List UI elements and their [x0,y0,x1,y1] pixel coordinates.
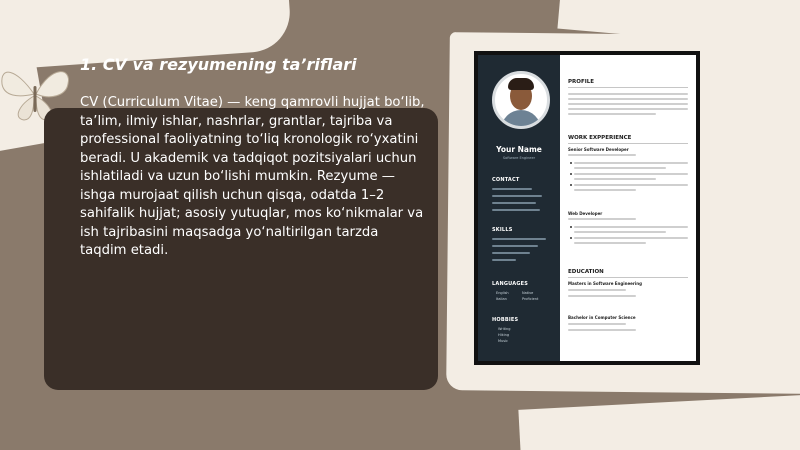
resume-image [474,51,700,365]
work-heading: WORK EXPPERIENCE [568,135,632,141]
profile-heading: PROFILE [568,79,595,85]
slide-body-text: CV (Curriculum Vitae) — keng qamrovli hujjat bo‘lib, ta’lim, ilmiy ishlar, nashrlar, grantlar, tajriba va professional faoliyatning to‘liq kronologik ro‘yxatini beradi. U akademik va tadqiqot pozitsiyalari uchun ishlatiladi va uzun bo‘lishi mumkin. Rezyume — ishga murojaat qilish uchun qisqa, odatda 1–2 sahifalik hujjat; asosiy yutuqlar, mos ko‘nikmalar va ish tajribasini maqsadga yo‘naltirilgan tarzda taqdim etadi. [80,95,425,258]
hobby-item: Writing [498,327,511,331]
resume-sidebar [478,55,560,361]
slide-title: 1. CV va rezyumening ta’riflari [80,55,357,74]
skills-heading: SKILLS [492,227,513,233]
hobby-item: Hiking [498,333,510,337]
education-heading: EDUCATION [568,269,604,275]
degree-title: Masters in Software Engineering [568,281,642,286]
resume-main [564,55,696,361]
hobbies-heading: HOBBIES [492,317,519,323]
language-item: English [496,291,509,295]
language-level: Proficient [522,297,539,301]
degree-title: Bachelor in Computer Science [568,315,636,320]
torn-paper-bottom [518,394,800,450]
resume-subtitle: Software Engineer [502,156,536,160]
hobby-item: Music [498,339,508,343]
language-level: Native [522,291,534,295]
job-title: Senior Software Developer [568,147,629,152]
resume-name: Your Name [496,145,542,154]
contact-heading: CONTACT [492,177,520,183]
languages-heading: LANGUAGES [492,281,529,287]
job-title: Web Developer [568,211,603,216]
profile-photo [492,71,550,129]
resume-page [478,55,696,361]
language-item: Italian [496,297,507,301]
